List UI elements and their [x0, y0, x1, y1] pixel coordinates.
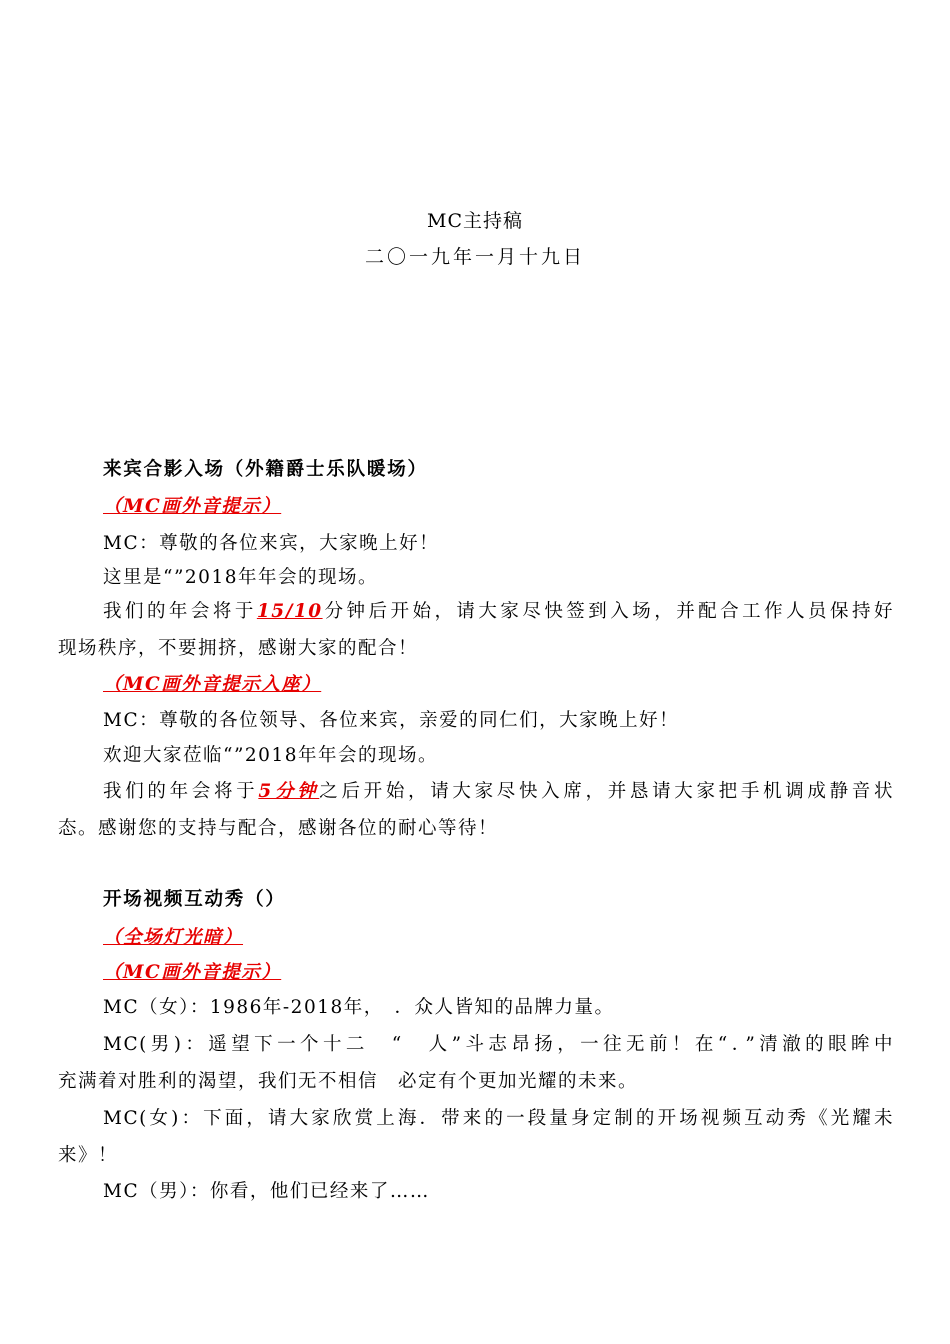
text-fragment: 我们的年会将于 — [103, 781, 259, 802]
section1-cue-2 — [103, 672, 943, 698]
section1-line-7 — [103, 779, 894, 805]
section1-line-1: MC：尊敬的各位来宾，大家晚上好！ — [103, 533, 440, 554]
section1-line-3 — [103, 599, 894, 625]
section1-line-4: 现场秩序，不要拥挤，感谢大家的配合！ — [58, 638, 419, 659]
section1-line-5: MC：尊敬的各位领导、各位来宾，亲爱的同仁们，大家晚上好！ — [103, 710, 680, 731]
highlighted-time: 15/10 — [256, 601, 323, 622]
section2-line-4: MC(女)：下面，请大家欣赏上海．带来的一段量身定制的开场视频互动秀《光耀未 — [103, 1108, 894, 1129]
text-fragment: 之后开始，请大家尽快入席，并恳请大家把手机调成静音状 — [319, 781, 894, 802]
section1-cue-1 — [103, 494, 943, 520]
section2-line-2: MC(男)：遥望下一个十二 “ 人”斗志昂扬，一往无前！在“．”清澈的眼眸中 — [103, 1034, 894, 1055]
section2-line-6: MC（男）：你看，他们已经来了…… — [103, 1181, 430, 1202]
section1-line-8: 态。感谢您的支持与配合，感谢各位的耐心等待！ — [58, 818, 499, 839]
section2-heading: 开场视频互动秀（） — [103, 889, 286, 910]
stage-cue: （MC画外音提示） — [103, 962, 282, 983]
section2-line-5: 来》！ — [58, 1145, 119, 1166]
section1-heading: 来宾合影入场（外籍爵士乐队暖场） — [103, 459, 428, 480]
stage-cue: （全场灯光暗） — [103, 927, 244, 948]
text-fragment: 分钟后开始，请大家尽快签到入场，并配合工作人员保持好 — [322, 601, 894, 622]
section2-cue-2 — [103, 960, 943, 986]
section1-line-6: 欢迎大家莅临“”2018年年会的现场。 — [103, 745, 438, 766]
stage-cue: （MC画外音提示入座） — [103, 674, 322, 695]
section2-line-3: 充满着对胜利的渴望，我们无不相信 必定有个更加光耀的未来。 — [58, 1071, 639, 1092]
document-date: 二〇一九年一月十九日 — [364, 246, 585, 268]
document-title: MC主持稿 — [427, 210, 523, 232]
section1-line-2: 这里是“”2018年年会的现场。 — [103, 567, 378, 588]
text-fragment: 我们的年会将于 — [103, 601, 257, 622]
highlighted-time: 5分钟 — [258, 781, 320, 802]
section2-line-1: MC（女）：1986年-2018年， ．众人皆知的品牌力量。 — [103, 997, 615, 1018]
section2-cue-1 — [103, 925, 943, 951]
stage-cue: （MC画外音提示） — [103, 496, 282, 517]
